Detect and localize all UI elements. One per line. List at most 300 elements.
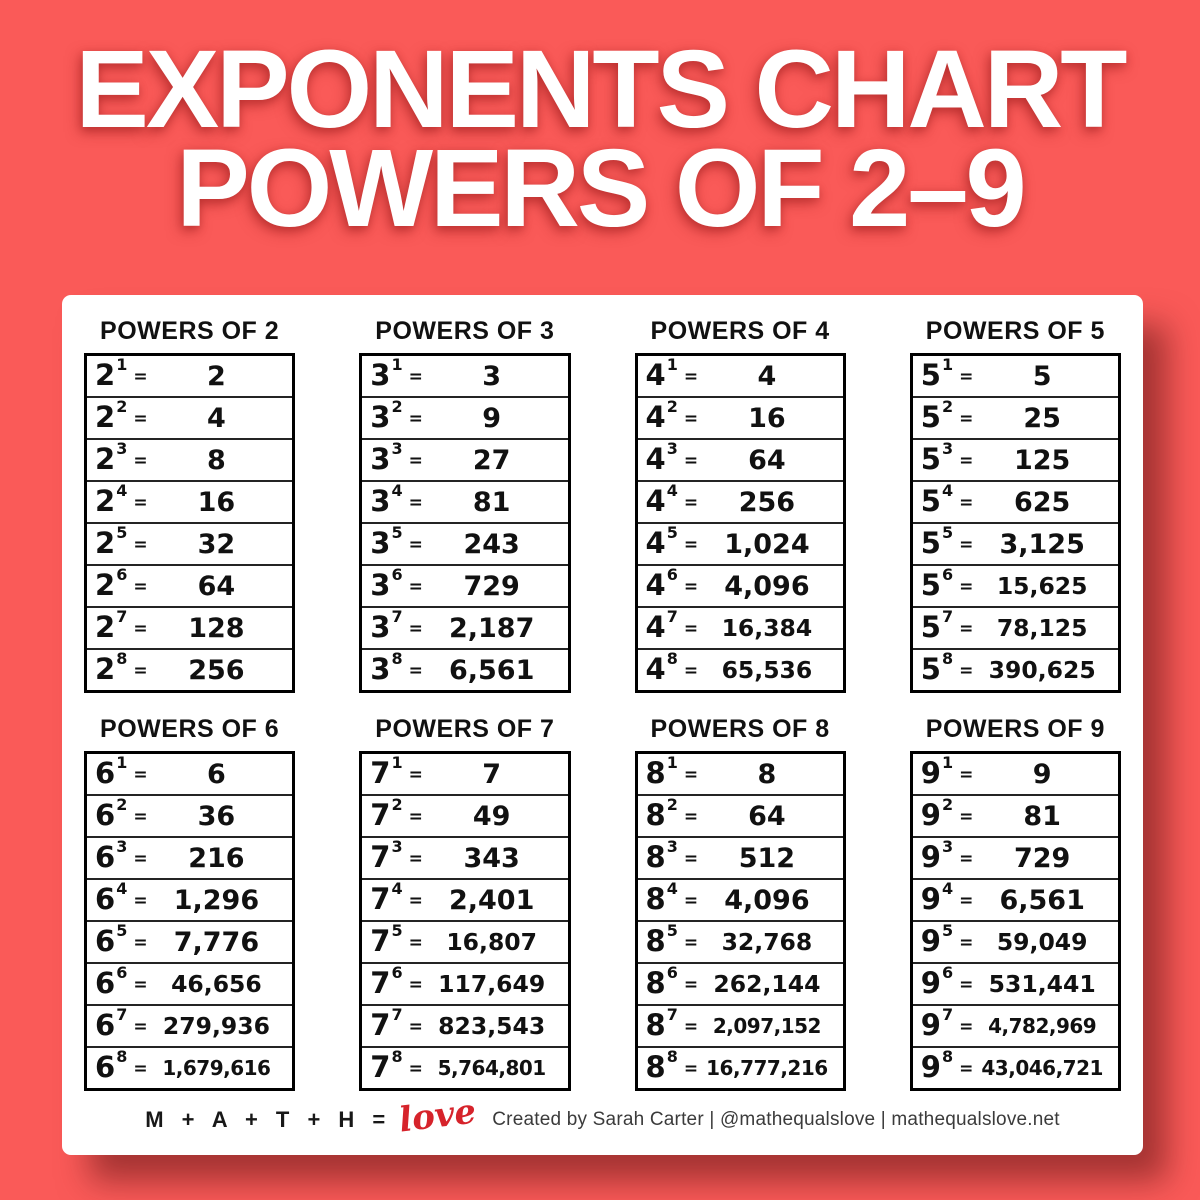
power-value: 4,782,969 <box>988 1014 1097 1038</box>
power-row <box>87 878 292 920</box>
power-value: 1,679,616 <box>162 1056 271 1080</box>
credit-text: Created by Sarah Carter | @mathequalslove | mathequalslove.net <box>492 1109 1060 1130</box>
exponent-number: 7 <box>116 607 128 627</box>
power-row <box>362 878 567 920</box>
expression <box>645 439 699 477</box>
expression <box>920 397 974 435</box>
power-row <box>913 1046 1118 1088</box>
expression <box>645 963 699 1001</box>
power-value: 78,125 <box>996 614 1088 642</box>
equals-sign: = <box>959 765 974 786</box>
power-value: 390,625 <box>988 656 1096 684</box>
power-value: 36 <box>197 800 236 832</box>
equals-sign: = <box>683 849 699 870</box>
power-value: 59,049 <box>996 928 1088 956</box>
power-row <box>87 1004 292 1046</box>
exponent-number: 8 <box>941 649 954 669</box>
equals-sign: = <box>683 535 699 556</box>
exponent-number: 3 <box>391 837 403 857</box>
expression <box>645 481 699 519</box>
equals-sign: = <box>959 1059 974 1080</box>
exponent-number: 6 <box>116 565 128 585</box>
exponent-number: 8 <box>666 1047 678 1067</box>
equals-sign: = <box>133 577 148 598</box>
equals-sign: = <box>959 933 974 954</box>
exponent-number: 1 <box>666 753 678 773</box>
exponent-number: 5 <box>116 523 128 543</box>
equals-sign: = <box>133 451 148 472</box>
expression <box>920 837 974 875</box>
expression <box>645 921 699 959</box>
power-value: 5,764,801 <box>437 1056 546 1080</box>
power-value: 65,536 <box>721 656 813 684</box>
power-value: 46,656 <box>171 970 262 998</box>
exponent-number: 1 <box>116 355 128 375</box>
power-row <box>362 962 567 1004</box>
power-table-title: POWERS OF 5 <box>925 316 1105 345</box>
base-number: 9 <box>920 756 941 791</box>
expression <box>920 921 974 959</box>
equals-sign: = <box>683 933 699 954</box>
equals-sign: = <box>133 807 148 828</box>
power-table-block <box>910 309 1121 693</box>
expression <box>95 355 148 393</box>
exponent-number: 6 <box>391 565 403 585</box>
expression <box>95 397 148 435</box>
power-row <box>87 648 292 690</box>
equals-sign: = <box>408 451 423 472</box>
power-value: 1,024 <box>724 528 810 560</box>
exponent-number: 1 <box>666 355 678 375</box>
equals-sign: = <box>959 975 974 996</box>
expression <box>645 753 699 791</box>
expression <box>95 523 148 561</box>
expression <box>95 649 148 687</box>
power-row <box>638 438 843 480</box>
exponent-number: 6 <box>941 963 954 983</box>
power-row <box>638 606 843 648</box>
power-row <box>638 836 843 878</box>
equals-sign: = <box>683 577 699 598</box>
power-value: 8 <box>207 444 226 476</box>
base-number: 4 <box>645 526 666 561</box>
exponent-number: 8 <box>941 1047 954 1067</box>
exponent-number: 2 <box>666 795 678 815</box>
power-row <box>87 962 292 1004</box>
equals-sign: = <box>959 367 974 388</box>
power-table <box>84 751 295 1091</box>
expression <box>645 879 699 917</box>
base-number: 2 <box>95 526 116 561</box>
expression <box>920 649 974 687</box>
exponent-number: 1 <box>391 355 403 375</box>
exponent-number: 8 <box>391 1047 403 1067</box>
power-table <box>910 353 1121 693</box>
base-number: 5 <box>920 568 941 603</box>
exponent-number: 8 <box>116 1047 128 1067</box>
power-table-title: POWERS OF 3 <box>375 316 555 345</box>
expression <box>95 439 148 477</box>
power-row <box>638 878 843 920</box>
power-value: 3,125 <box>999 528 1085 560</box>
power-row <box>362 1046 567 1088</box>
base-number: 2 <box>95 400 116 435</box>
exponent-number: 1 <box>941 355 954 375</box>
power-row <box>638 356 843 396</box>
power-row <box>913 480 1118 522</box>
expression <box>370 649 423 687</box>
base-number: 7 <box>370 756 391 791</box>
power-value: 2,401 <box>448 884 535 916</box>
power-value: 256 <box>188 654 245 686</box>
exponent-number: 4 <box>666 879 678 899</box>
power-value: 216 <box>188 842 245 874</box>
base-number: 7 <box>370 924 391 959</box>
power-value: 128 <box>188 612 245 644</box>
exponent-number: 5 <box>941 921 954 941</box>
power-value: 7,776 <box>173 926 260 958</box>
power-value: 279,936 <box>162 1012 270 1040</box>
power-value: 2,187 <box>448 612 535 644</box>
exponent-number: 3 <box>391 439 403 459</box>
power-row <box>913 606 1118 648</box>
power-row <box>362 794 567 836</box>
exponent-number: 5 <box>116 921 128 941</box>
power-table-title: POWERS OF 4 <box>650 316 830 345</box>
base-number: 2 <box>95 484 116 519</box>
base-number: 4 <box>645 442 666 477</box>
expression <box>920 795 974 833</box>
brand-love-script: love <box>397 1091 479 1141</box>
power-row <box>913 438 1118 480</box>
expression <box>370 921 423 959</box>
power-value: 81 <box>1023 800 1061 832</box>
expression <box>370 753 423 791</box>
base-number: 7 <box>370 798 391 833</box>
base-number: 6 <box>95 966 116 1001</box>
expression <box>645 397 699 435</box>
tables-grid <box>84 309 1121 1091</box>
base-number: 6 <box>95 1050 116 1085</box>
exponent-number: 7 <box>941 607 954 627</box>
expression <box>645 565 699 603</box>
power-row <box>638 480 843 522</box>
power-value: 256 <box>738 486 796 518</box>
base-number: 4 <box>645 400 666 435</box>
power-table <box>84 353 295 693</box>
base-number: 8 <box>645 924 666 959</box>
base-number: 9 <box>920 882 941 917</box>
power-value: 81 <box>472 486 511 518</box>
base-number: 3 <box>370 400 391 435</box>
exponent-number: 4 <box>391 481 403 501</box>
equals-sign: = <box>683 765 699 786</box>
power-row <box>913 648 1118 690</box>
power-table-title: POWERS OF 6 <box>100 714 280 743</box>
expression <box>370 607 423 645</box>
equals-sign: = <box>408 765 423 786</box>
power-value: 2 <box>207 360 226 392</box>
chart-card <box>62 295 1143 1155</box>
exponent-number: 8 <box>391 649 403 669</box>
exponent-number: 7 <box>666 607 678 627</box>
exponent-number: 2 <box>391 795 403 815</box>
power-table <box>359 751 570 1091</box>
power-value: 25 <box>1023 402 1061 434</box>
power-value: 4 <box>757 360 777 392</box>
exponent-number: 3 <box>941 837 954 857</box>
power-value: 27 <box>472 444 511 476</box>
power-table-title: POWERS OF 9 <box>925 714 1105 743</box>
expression <box>370 481 423 519</box>
equals-sign: = <box>959 807 974 828</box>
exponent-number: 5 <box>391 921 403 941</box>
power-row <box>87 396 292 438</box>
equals-sign: = <box>683 493 699 514</box>
power-row <box>638 754 843 794</box>
expression <box>370 1047 423 1085</box>
power-value: 125 <box>1013 444 1071 476</box>
base-number: 7 <box>370 1050 391 1085</box>
power-value: 49 <box>472 800 511 832</box>
power-value: 4,096 <box>724 570 810 602</box>
equals-sign: = <box>683 975 699 996</box>
base-number: 9 <box>920 1050 941 1085</box>
exponent-number: 6 <box>666 963 678 983</box>
equals-sign: = <box>959 535 974 556</box>
base-number: 8 <box>645 882 666 917</box>
power-table-title: POWERS OF 2 <box>100 316 280 345</box>
power-value: 15,625 <box>996 572 1088 600</box>
base-number: 8 <box>645 798 666 833</box>
power-table-block <box>635 707 846 1091</box>
expression <box>920 1047 974 1085</box>
equals-sign: = <box>683 661 699 682</box>
power-value: 16,384 <box>721 614 813 642</box>
power-table-block <box>359 707 570 1091</box>
equals-sign: = <box>959 409 974 430</box>
base-number: 3 <box>370 610 391 645</box>
power-row <box>87 836 292 878</box>
equals-sign: = <box>683 807 699 828</box>
equals-sign: = <box>408 367 423 388</box>
equals-sign: = <box>959 619 974 640</box>
power-row <box>362 920 567 962</box>
expression <box>645 607 699 645</box>
power-value: 729 <box>1013 842 1071 874</box>
power-value: 3 <box>482 360 502 392</box>
equals-sign: = <box>133 765 148 786</box>
power-table-block <box>84 309 295 693</box>
equals-sign: = <box>683 409 699 430</box>
power-row <box>913 836 1118 878</box>
exponent-number: 2 <box>941 795 954 815</box>
expression <box>95 921 148 959</box>
base-number: 3 <box>370 526 391 561</box>
equals-sign: = <box>683 1017 699 1038</box>
exponent-number: 5 <box>941 523 954 543</box>
power-table <box>635 751 846 1091</box>
equals-sign: = <box>133 661 148 682</box>
power-value: 4,096 <box>724 884 810 916</box>
power-row <box>87 438 292 480</box>
power-row <box>362 754 567 794</box>
power-value: 531,441 <box>988 970 1096 998</box>
power-row <box>638 1046 843 1088</box>
power-value: 512 <box>738 842 796 874</box>
power-row <box>638 522 843 564</box>
expression <box>370 355 423 393</box>
expression <box>95 565 148 603</box>
power-value: 117,649 <box>438 970 546 998</box>
power-row <box>913 396 1118 438</box>
base-number: 3 <box>370 358 391 393</box>
equals-sign: = <box>408 409 423 430</box>
power-row <box>913 356 1118 396</box>
power-value: 8 <box>757 758 777 790</box>
exponent-number: 5 <box>391 523 403 543</box>
expression <box>370 963 423 1001</box>
title-line-2: POWERS OF 2–9 <box>176 127 1024 250</box>
exponent-number: 4 <box>941 879 954 899</box>
equals-sign: = <box>408 933 423 954</box>
power-value: 6,561 <box>999 884 1085 916</box>
expression <box>645 1005 699 1043</box>
base-number: 9 <box>920 798 941 833</box>
equals-sign: = <box>408 535 423 556</box>
power-value: 16 <box>748 402 786 434</box>
equals-sign: = <box>133 933 148 954</box>
power-table <box>359 353 570 693</box>
base-number: 5 <box>920 526 941 561</box>
expression <box>95 1047 148 1085</box>
base-number: 5 <box>920 442 941 477</box>
exponent-number: 4 <box>116 481 128 501</box>
base-number: 5 <box>920 484 941 519</box>
base-number: 3 <box>370 484 391 519</box>
expression <box>370 837 423 875</box>
expression <box>95 837 148 875</box>
exponent-number: 1 <box>116 753 128 773</box>
power-value: 625 <box>1013 486 1071 518</box>
exponent-number: 5 <box>666 921 678 941</box>
power-value: 43,046,721 <box>981 1056 1103 1080</box>
power-row <box>638 962 843 1004</box>
expression <box>645 523 699 561</box>
exponent-number: 4 <box>391 879 403 899</box>
equals-sign: = <box>959 493 974 514</box>
power-value: 9 <box>1032 758 1052 790</box>
base-number: 9 <box>920 966 941 1001</box>
power-table-block <box>635 309 846 693</box>
equals-sign: = <box>133 535 148 556</box>
exponent-number: 6 <box>391 963 403 983</box>
base-number: 2 <box>95 568 116 603</box>
base-number: 8 <box>645 756 666 791</box>
power-row <box>87 1046 292 1088</box>
equals-sign: = <box>408 975 423 996</box>
exponent-number: 2 <box>116 397 128 417</box>
expression <box>370 879 423 917</box>
expression <box>645 795 699 833</box>
power-value: 7 <box>482 758 502 790</box>
equals-sign: = <box>408 1017 423 1038</box>
equals-sign: = <box>408 619 423 640</box>
equals-sign: = <box>683 1059 699 1080</box>
exponent-number: 3 <box>116 837 128 857</box>
power-row <box>362 606 567 648</box>
power-row <box>913 794 1118 836</box>
power-value: 5 <box>1032 360 1052 392</box>
base-number: 9 <box>920 840 941 875</box>
equals-sign: = <box>959 849 974 870</box>
power-row <box>913 962 1118 1004</box>
expression <box>920 1005 974 1043</box>
power-row <box>638 1004 843 1046</box>
exponent-number: 8 <box>116 649 128 669</box>
base-number: 6 <box>95 756 116 791</box>
equals-sign: = <box>133 367 148 388</box>
base-number: 4 <box>645 358 666 393</box>
power-row <box>913 920 1118 962</box>
equals-sign: = <box>408 577 423 598</box>
base-number: 5 <box>920 358 941 393</box>
power-row <box>913 564 1118 606</box>
base-number: 3 <box>370 568 391 603</box>
expression <box>370 523 423 561</box>
equals-sign: = <box>408 661 423 682</box>
power-table <box>910 751 1121 1091</box>
base-number: 3 <box>370 652 391 687</box>
base-number: 2 <box>95 442 116 477</box>
exponent-number: 6 <box>941 565 954 585</box>
power-row <box>87 564 292 606</box>
power-row <box>638 396 843 438</box>
expression <box>920 523 974 561</box>
exponent-number: 1 <box>941 753 954 773</box>
base-number: 4 <box>645 610 666 645</box>
expression <box>920 481 974 519</box>
power-table <box>635 353 846 693</box>
equals-sign: = <box>959 577 974 598</box>
equals-sign: = <box>959 451 974 472</box>
base-number: 7 <box>370 840 391 875</box>
power-value: 64 <box>197 570 236 602</box>
expression <box>95 607 148 645</box>
expression <box>95 795 148 833</box>
power-value: 6,561 <box>448 654 535 686</box>
exponent-number: 3 <box>666 837 678 857</box>
equals-sign: = <box>408 849 423 870</box>
exponent-number: 1 <box>391 753 403 773</box>
power-value: 64 <box>748 444 786 476</box>
expression <box>920 879 974 917</box>
expression <box>645 1047 699 1085</box>
power-value: 4 <box>207 402 226 434</box>
power-value: 2,097,152 <box>712 1014 821 1038</box>
equals-sign: = <box>408 807 423 828</box>
exponent-number: 3 <box>666 439 678 459</box>
expression <box>95 481 148 519</box>
exponent-number: 2 <box>941 397 954 417</box>
expression <box>95 1005 148 1043</box>
expression <box>920 565 974 603</box>
power-row <box>362 1004 567 1046</box>
title-line-1: EXPONENTS CHART <box>75 28 1125 151</box>
footer <box>84 1091 1121 1149</box>
expression <box>920 355 974 393</box>
expression <box>645 649 699 687</box>
